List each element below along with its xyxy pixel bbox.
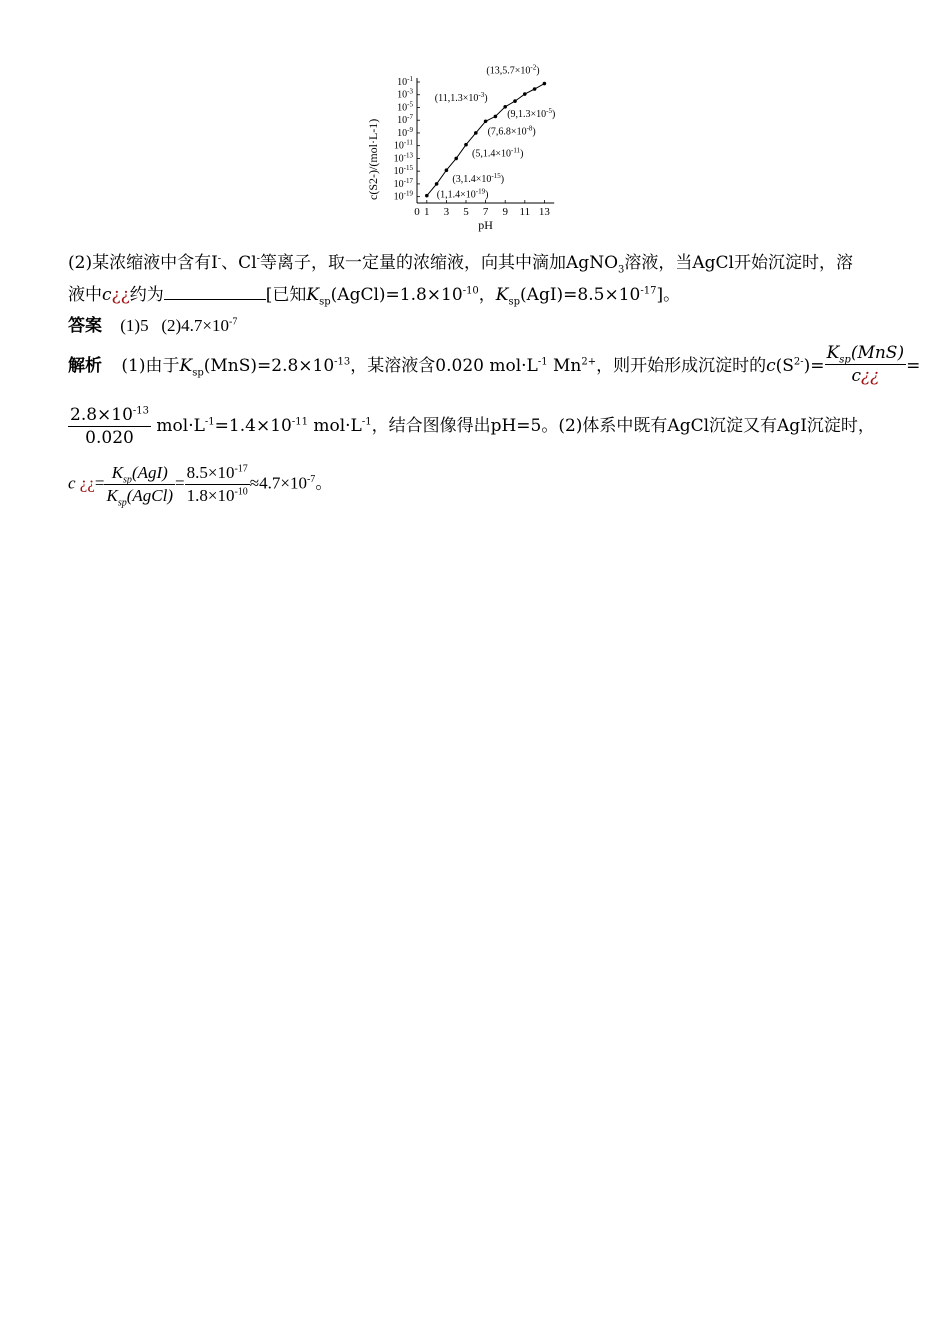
data-point	[464, 143, 468, 147]
data-point	[523, 92, 527, 96]
x-tick-label: 5	[463, 206, 469, 218]
x-tick-label: 1	[424, 206, 430, 218]
x-axis-label: pH	[478, 218, 493, 232]
y-tick-label: $10^{-19}$	[393, 189, 413, 203]
point-annotation: $(9,1.3\times 10^{-5})$	[507, 106, 556, 120]
data-point	[513, 99, 517, 103]
point-annotation: $(11,1.3\times 10^{-3})$	[434, 91, 488, 105]
data-point	[445, 168, 449, 172]
y-tick-label: $10^{-15}$	[393, 164, 413, 178]
x-tick-label: 13	[538, 206, 550, 218]
data-point	[494, 115, 498, 119]
point-annotation: $(7,6.8\times 10^{-8})$	[487, 124, 536, 138]
y-tick-label: $10^{-13}$	[393, 151, 413, 165]
data-point	[484, 119, 488, 123]
data-point	[543, 82, 547, 86]
garbled-glyph: ¿¿	[111, 285, 130, 305]
point-annotation: $(3,1.4\times 10^{-15})$	[452, 172, 505, 186]
x-tick-label: 7	[482, 206, 489, 218]
ph-s2-chart	[355, 63, 595, 242]
y-tick-label: $10^{-11}$	[393, 138, 413, 152]
analysis-label: 解析	[68, 356, 102, 376]
y-tick-label: $10^{-9}$	[397, 125, 413, 139]
question-line-1: (2)某浓缩液中含有I-、Cl-等离子，取一定量的浓缩液，向其中滴加AgNO$_3$溶液，当AgCl开始沉淀时，溶	[68, 253, 853, 276]
data-point	[435, 182, 439, 186]
x-tick-label: 0	[414, 206, 420, 218]
fraction-numeric-2: $\frac{8.5\times 10^{-17}}{1.8\times 10^{-10}}$	[186, 463, 248, 505]
y-tick-label: $10^{-7}$	[397, 113, 413, 127]
point-annotations	[435, 64, 556, 201]
y-tick-label: $10^{-17}$	[393, 176, 413, 190]
y-tick-label: $10^{-1}$	[397, 75, 413, 88]
fraction-numeric-1: $\frac{2.8\times 10^{-13}}{0.020}$	[70, 405, 150, 448]
answer-row: 答案 (1)5 $(2)4.7\times 10^{-7}$	[68, 316, 238, 336]
point-annotation: $(1,1.4\times 10^{-19})$	[436, 187, 489, 201]
x-tick-label: 11	[519, 206, 531, 218]
y-tick-label: $10^{-5}$	[397, 100, 413, 114]
analysis-line-1: 解析 (1)由于$K_{sp}(MnS)=2.8\times 10^{-13}$，某溶液含0.020 $mol\cdot L^{-1}$ $Mn^{2+}$，则开始形成沉淀时的$c(S^{2-})=$ $\frac{K_{sp}(MnS)}{c¿¿}$ =	[68, 343, 921, 386]
data-point	[425, 194, 429, 198]
fraction-ksp-ratio: $\frac{K_{sp}(AgI)}{K_{sp}(AgCl)}$	[106, 463, 174, 509]
x-tick-label: 3	[443, 206, 450, 218]
data-point	[533, 87, 537, 91]
question-line-2: 液中c¿¿约为 [已知$K_{sp}(AgCl)=1.8\times 10^{-10}$，$K_{sp}(AgI)=8.5\times 10^{-17}$]。	[68, 285, 681, 308]
data-point	[454, 157, 458, 161]
y-tick-labels	[394, 75, 420, 203]
fraction-ksp-mns: $\frac{K_{sp}(MnS)}{c¿¿}$	[826, 343, 905, 386]
y-tick-label: $10^{-3}$	[397, 87, 413, 101]
data-point	[474, 131, 478, 135]
answer-label: 答案	[68, 316, 102, 336]
analysis-line-3: c ¿¿= $\frac{K_{sp}(AgI)}{K_{sp}(AgCl)}$ = $\frac{8.5\times 10^{-17}}{1.8\times 10^{-10}}$ $\approx 4.7\times 10^{-7}$。	[68, 463, 333, 509]
point-annotation: $(13,5.7\times 10^{-2})$	[486, 63, 540, 77]
x-tick-label: 9	[502, 206, 508, 218]
point-annotation: $(5,1.4\times 10^{-11})$	[472, 146, 524, 160]
y-axis-label: c(S2-)/(mol·L-1)	[366, 118, 380, 200]
answer-blank[interactable]	[164, 283, 266, 300]
analysis-line-2: $\frac{2.8\times 10^{-13}}{0.020}$ $mol\cdot L^{-1}=1.4\times 10^{-11}$ $mol\cdot L^{-1}$，结合图像得出pH=5。(2)体系中既有AgCl沉淀又有AgI沉淀时，	[70, 405, 875, 448]
